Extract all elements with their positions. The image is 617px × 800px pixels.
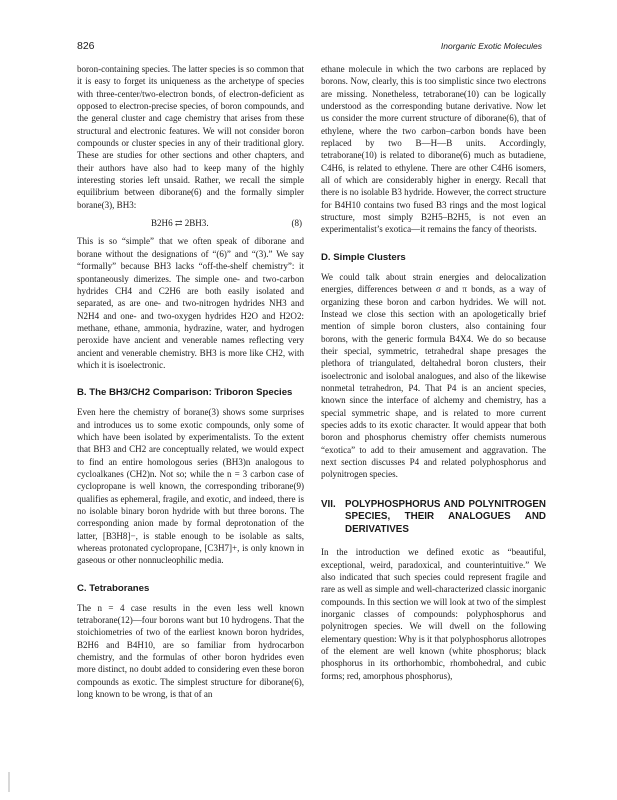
- paragraph: boron-containing species. The latter species is so common that it is easy to forget its uniqueness as the archetype of species with three-center/two-electron bonds, of electron-deficient as opposed to electron-precise species, of boron compounds, and the general cluster and cage chemistry that arises from these structural and electronic features. We will not consider boron compounds or cluster species in any of their traditional glory. These are studies for other sections and other chapters, and their authors have also had to keep many of the highly interesting stories left unsaid. Rather, we recall the simple equilibrium between diborane(6) and the formally simpler borane(3), BH3:: [77, 64, 304, 210]
- page-number: 826: [77, 40, 95, 52]
- paragraph: This is so “simple” that we often speak of diborane and borane without the designations of “(6)” and “(3).” We say “formally” because BH3 lacks “off-the-shelf chemistry”: it spontaneously dimerizes. The simple one- and two-carbon hydrides CH4 and C2H6 are both easily isolated and separated, as are one- and two-nitrogen hydrides NH3 and N2H4 and one- and two-oxygen hydrides H2O and H2O2: methane, ethane, ammonia, hydrazine, water, and hydrogen peroxide have ancient and venerable names reflecting very ancient and venerable chemistry. BH3 is more like CH2, with which it is isoelectronic.: [77, 236, 304, 370]
- paragraph: Even here the chemistry of borane(3) shows some surprises and introduces us to some exotic compounds, only some of which have been isolated by experimentalists. To the extent that BH3 and CH2 are conceptually related, we would expect to find an entire homologous series (BH3)n analogous to cycloalkanes (CH2)n. Not so; while the n = 3 carbon case of cyclopropane is well known, the corresponding triborane(9) qualifies as ephemeral, fragile, and exotic, and indeed, there is no isolable binary boron hydride with but three borons. The corresponding anion made by formal deprotonation of the latter, [B3H8]−, is stable enough to be isolable as salts, whereas protonated cyclopropane, [C3H7]+, is only known in gaseous or other nonnucleophilic media.: [77, 407, 304, 566]
- paragraph: In the introduction we defined exotic as “beautiful, exceptional, weird, paradoxical, and counterintuitive.” We also indicated that such species could represent fragile and rare as well as simple and well-characterized classic inorganic compounds. In this section we will look at two of the simplest inorganic classes of compounds: polyphosphorus and polynitrogen species. We will dwell on the following elementary question: Why is it that polyphosphorus allotropes of the element are well known (white phosphorus; black phosphorus in its orthorhombic, rhombohedral, and cubic forms; red, amorphous phosphorus),: [321, 547, 546, 681]
- right-column: [321, 63, 546, 682]
- scan-edge-mark: [8, 772, 10, 792]
- section-heading-vii: [321, 499, 546, 537]
- section-title: POLYPHOSPHORUS AND POLYNITROGEN SPECIES, THEIR ANALOGUES AND DERIVATIVES: [345, 498, 546, 535]
- running-head: Inorganic Exotic Molecules: [440, 41, 542, 51]
- equation-8: [77, 217, 304, 229]
- section-heading-c: C. Tetraboranes: [77, 582, 150, 594]
- equation-number: (8): [291, 218, 302, 229]
- section-number: VII.: [321, 498, 336, 510]
- paragraph: The n = 4 case results in the even less well known tetraborane(12)—four borons want but 10 hydrogens. That the stoichiometries of two of the earliest known boron hydrides, B2H6 and B4H10, are so familiar from hydrocarbon chemistry, and the formulas of other boron hydrides even more distinct, no doubt added to considering even these boron compounds as exotic. The simplest structure for diborane(6), long known to be wrong, is that of an: [77, 602, 304, 700]
- paragraph: We could talk about strain energies and delocalization energies, differences between σ and π bonds, as a way of organizing these boron and carbon hydrides. We will not. Instead we close this section with an apologetically brief mention of simple boron clusters, also containing four borons, with the generic formula B4X4. We do so because their special, symmetric, tetrahedral shape presages the plethora of triangulated, deltahedral boron clusters, their isoelectronic and isolobal analogues, and also of the likewise nonmetal tetrahedron, P4. That P4 is an ancient species, known since the interface of alchemy and chemistry, has a special symmetric shape, and is related to more current species adds to its exotic character. It would appear that both boron and phosphorus chemistry offer chemists numerous “exotica” to add to their amusement and aggravation. The next section discusses P4 and related polyphosphorus and polynitrogen species.: [321, 271, 546, 480]
- paragraph: ethane molecule in which the two carbons are replaced by borons. Now, clearly, this is too simplistic since two electrons are missing. Nonetheless, tetraborane(10) can be logically understood as the corresponding butane derivative. Now let us consider the more current structure of diborane(6), that of ethylene, where the two carbon–carbon bonds have been replaced by two B—H—B units. Accordingly, tetraborane(10) is related to diborane(6) much as butadiene, C4H6, is related to ethylene. There are other C4H6 isomers, all of which are considerably higher in energy. Recall that there is no isolable B3 hydride. However, the correct structure for B4H10 contains two fused B3 rings and the most logical structure, most simply B2H5–B2H5, is not even an experimentalist’s exotica—it remains the fancy of theorists.: [321, 64, 546, 235]
- section-heading-d: D. Simple Clusters: [321, 251, 406, 263]
- left-column: [77, 63, 304, 700]
- equation-body: B2H6 ⇄ 2BH3.: [151, 218, 209, 229]
- section-heading-b: B. The BH3/CH2 Comparison: Triboron Species: [77, 387, 293, 399]
